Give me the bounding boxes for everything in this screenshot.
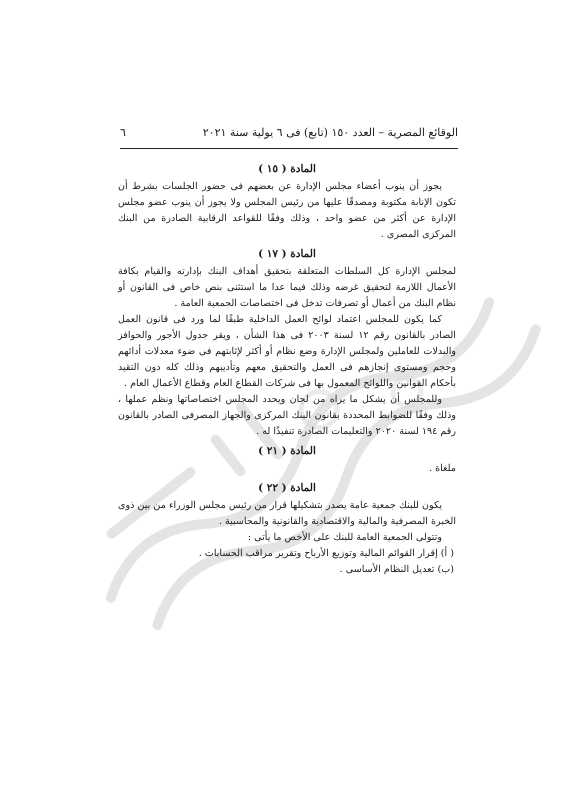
list-item: (ب) تعديل النظام الأساسى . [339, 564, 454, 575]
article-paragraph: ملغاة . [429, 463, 456, 474]
article-17 [118, 246, 456, 440]
article-21 [118, 443, 456, 477]
article-paragraph: كما يكون للمجلس اعتماد لوائح العمل الداخلية طبقًا لما ورد فى قانون العمل الصادر بالقانون رقم ١٢ لسنة ٢٠٠٣ فى هذا الشأن ، ويقر جدول الأجور والحوافز والبدلات للعاملين ولمجلس الإدارة وضع نظام أو أكثر لإثابتهم فى ضوء معدلات أدائهم وحجم ومستوى إنجازهم فى العمل والتحقيق معهم وتأديبهم وذلك كله دون التقيد بأحكام القوانين واللوائح المعمول بها فى شركات القطاع العام وقطاع الأعمال العام . [118, 314, 456, 389]
article-paragraph: وتتولى الجمعية العامة للبنك على الأخص ما يأتى : [247, 532, 442, 543]
article-22 [118, 480, 456, 578]
list-item: ( أ) إقرار القوائم المالية وتوزيع الأرباح وتقرير مراقب الحسابات . [198, 548, 454, 559]
article-15 [118, 161, 456, 243]
article-paragraph: يجوز أن ينوب أعضاء مجلس الإدارة عن بعضهم فى حضور الجلسات بشرط أن تكون الإنابة مكتوبة ومصدقًا عليها من رئيس المجلس ولا يجوز أن ينوب عضو مجلس الإدارة عن أكثر من عضو واحد ، وذلك وفقًا للقواعد الرقابية الصادرة من البنك المركزى المصرى . [118, 181, 456, 240]
article-title: المادة ( ١٧ ) [258, 248, 316, 260]
issue-line: الوقائع المصرية – العدد ١٥٠ (تابع) فى ٦ يولية سنة ٢٠٢١ [202, 126, 458, 139]
article-title: المادة ( ٢١ ) [258, 445, 316, 457]
header-divider [120, 148, 458, 149]
page-number: ٦ [120, 126, 126, 139]
document-body [118, 158, 456, 578]
article-paragraph: وللمجلس أن يشكل ما يراه من لجان ويحدد المجلس اختصاصاتها ونظم عملها ، وذلك وفقًا للضوابط المحددة بقانون البنك المركزى والجهاز المصرفى الصادر بالقانون رقم ١٩٤ لسنة ٢٠٢٠ والتعليمات الصادرة تنفيذًا له . [118, 394, 456, 437]
article-title: المادة ( ١٥ ) [258, 163, 316, 175]
article-title: المادة ( ٢٢ ) [258, 482, 316, 494]
article-paragraph: لمجلس الإدارة كل السلطات المتعلقة بتحقيق أهداف البنك بإدارته والقيام بكافة الأعمال اللازمة لتحقيق غرضه وذلك فيما عدا ما استثنى بنص خاص فى القانون أو نظام البنك من أعمال أو تصرفات تدخل فى اختصاصات الجمعية العامة . [118, 266, 456, 309]
article-paragraph: يكون للبنك جمعية عامة يصدر بتشكيلها قرار من رئيس مجلس الوزراء من بين ذوى الخبرة المصرفية والمالية والاقتصادية والقانونية والمحاسبية . [118, 500, 456, 527]
